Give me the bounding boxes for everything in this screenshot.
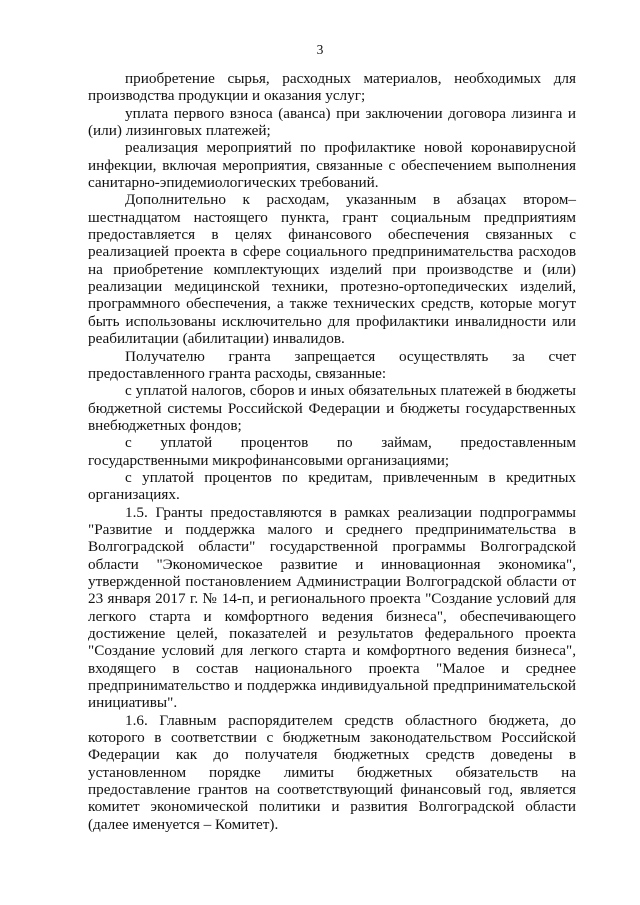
- paragraph-leasing-payment: уплата первого взноса (аванса) при заключении договора лизинга и (или) лизинговых платежей;: [88, 104, 576, 140]
- paragraph-covid-prevention: реализация мероприятий по профилактике новой коронавирусной инфекции, включая мероприятия, связанные с обеспечением выполнения санитарно-эпидемиологических требований.: [88, 139, 576, 192]
- paragraph-taxes: с уплатой налогов, сборов и иных обязательных платежей в бюджеты бюджетной системы Российской Федерации и бюджеты государственных внебюджетных фондов;: [88, 382, 576, 434]
- paragraph-section-1-6: 1.6. Главным распорядителем средств областного бюджета, до которого в соответствии с бюджетным законодательством Российской Федерации как до получателя бюджетных средств доведены в установленном порядке лимиты бюджетных обязательств на предоставление грантов на соответствующий финансовый год, является комитет экономической политики и развития Волгоградской области (далее именуется – Комитет).: [88, 711, 576, 833]
- paragraph-raw-materials: приобретение сырья, расходных материалов, необходимых для производства продукции и оказания услуг;: [88, 70, 576, 105]
- paragraph-loan-interest: с уплатой процентов по займам, предоставленным государственными микрофинансовыми организациями;: [88, 434, 576, 469]
- paragraph-prohibited-expenses: Получателю гранта запрещается осуществлять за счет предоставленного гранта расходы, связанные:: [88, 347, 576, 382]
- document-body: [88, 70, 576, 833]
- page-number: 3: [316, 42, 324, 57]
- paragraph-social-enterprise-expenses: Дополнительно к расходам, указанным в абзацах втором–шестнадцатом настоящего пункта, грант социальным предприятиям предоставляется в целях финансового обеспечения связанных с реализацией проекта в сфере социального предпринимательства расходов на приобретение комплектующих изделий при производстве и (или) реализации медицинской техники, протезно-ортопедических изделий, программного обеспечения, а также технических средств, которые могут быть использованы исключительно для профилактики инвалидности или реабилитации (абилитации) инвалидов.: [88, 191, 576, 348]
- paragraph-section-1-5: 1.5. Гранты предоставляются в рамках реализации подпрограммы "Развитие и поддержка малого и среднего предпринимательства в Волгоградской области" государственной программы Волгоградской области "Экономическое развитие и инновационная экономика", утвержденной постановлением Администрации Волгоградской области от 23 января 2017 г. № 14-п, и регионального проекта "Создание условий для легкого старта и комфортного ведения бизнеса", обеспечивающего достижение целей, показателей и результатов федерального проекта "Создание условий для легкого старта и комфортного ведения бизнеса", входящего в состав национального проекта "Малое и среднее предпринимательство и поддержка индивидуальной предпринимательской инициативы".: [88, 503, 576, 712]
- paragraph-credit-interest: с уплатой процентов по кредитам, привлеченным в кредитных организациях.: [88, 468, 576, 504]
